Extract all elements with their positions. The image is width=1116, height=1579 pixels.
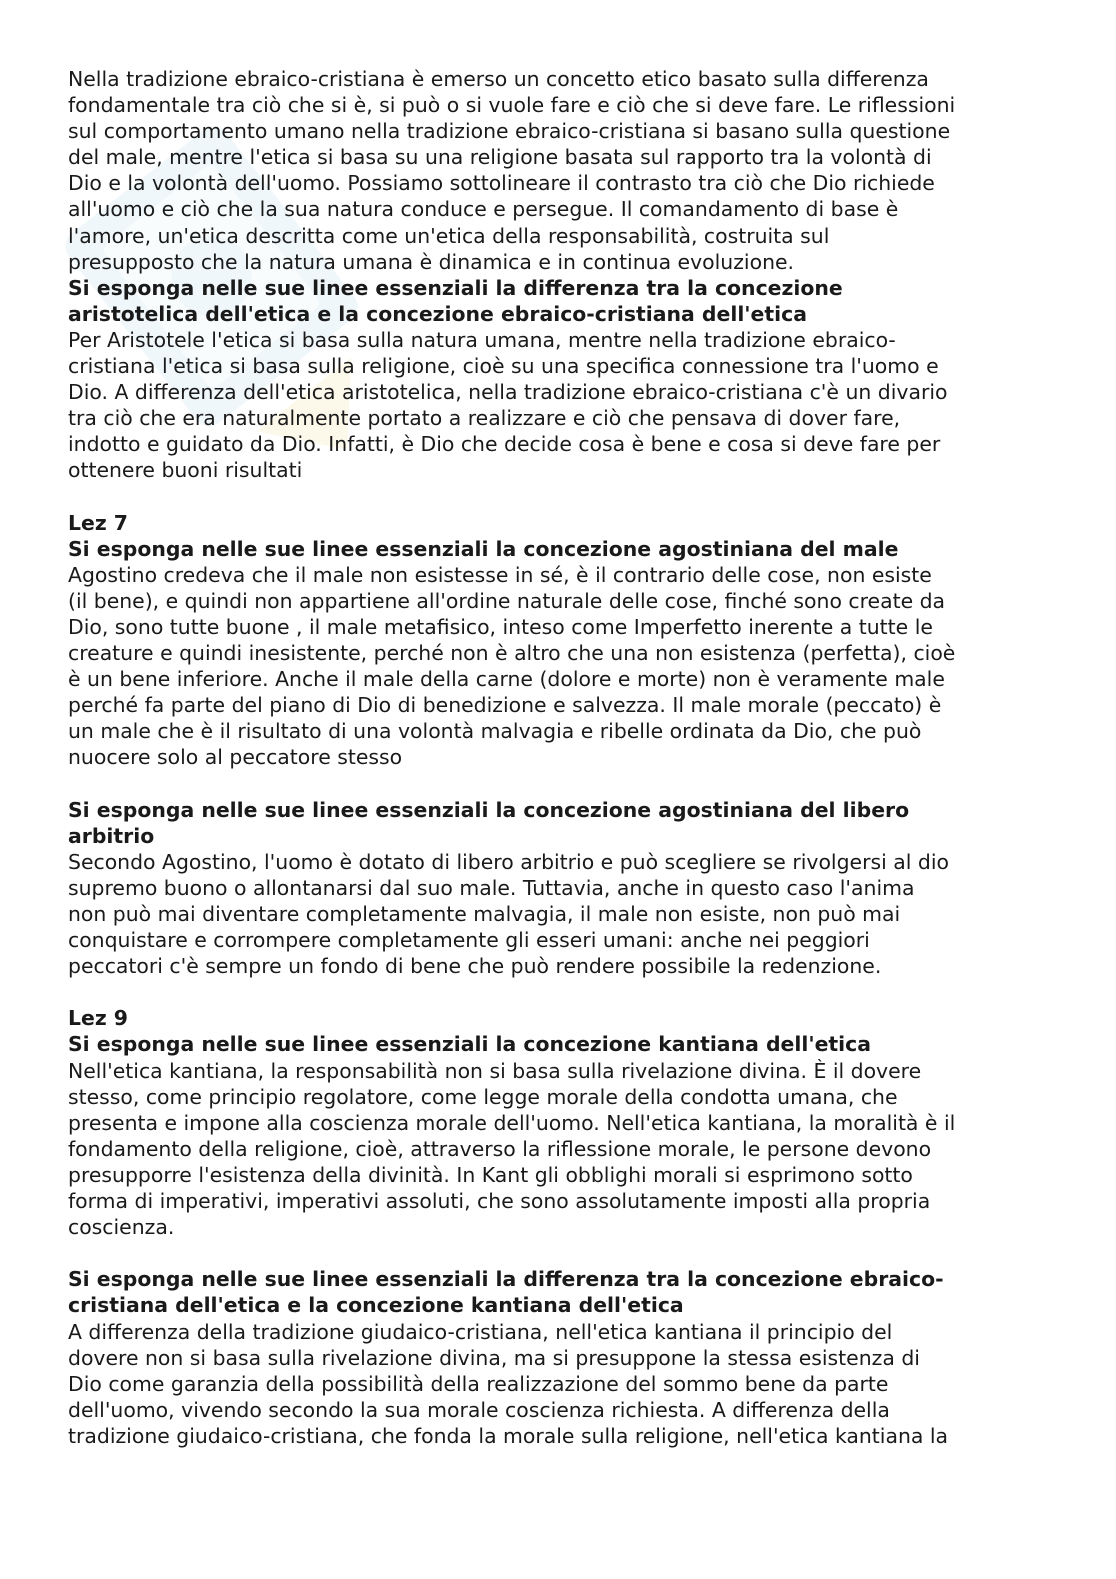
text-line: forma di imperativi, imperativi assoluti, che sono assolutamente imposti alla propria (68, 1189, 931, 1214)
text-line: Agostino credeva che il male non esistesse in sé, è il contrario delle cose, non esiste (68, 562, 932, 587)
text-line: Si esponga nelle sue linee essenziali la differenza tra la concezione ebraico- (68, 1267, 944, 1292)
text-line: arbitrio (68, 823, 155, 848)
text-line: coscienza. (68, 1215, 175, 1240)
section-heading (68, 275, 1058, 327)
paragraph-gap (68, 1240, 1058, 1266)
text-line: Dio e la volontà dell'uomo. Possiamo sottolineare il contrasto tra ciò che Dio richiede (68, 171, 935, 196)
text-line: un male che è il risultato di una volontà malvagia e ribelle ordinata da Dio, che può (68, 719, 922, 744)
text-line: Si esponga nelle sue linee essenziali la concezione agostiniana del libero (68, 797, 910, 822)
text-line: Dio come garanzia della possibilità della realizzazione del sommo bene da parte (68, 1371, 889, 1396)
text-line: ottenere buoni risultati (68, 458, 303, 483)
paragraph-gap (68, 771, 1058, 797)
text-line: Lez 7 (68, 510, 128, 535)
paragraph (68, 849, 1058, 979)
text-line: sul comportamento umano nella tradizione ebraico-cristiana si basano sulla questione (68, 119, 951, 144)
text-line: conquistare e corrompere completamente gli esseri umani: anche nei peggiori (68, 928, 870, 953)
paragraph (68, 562, 1058, 771)
text-line: stesso, come principio regolatore, come legge morale della condotta umana, che (68, 1084, 898, 1109)
section-heading (68, 1005, 1058, 1057)
text-line: dovere non si basa sulla rivelazione divina, ma si presuppone la stessa esistenza di (68, 1345, 920, 1370)
text-line: del male, mentre l'etica si basa su una religione basata sul rapporto tra la volontà di (68, 145, 932, 170)
text-line: non può mai diventare completamente malvagia, il male non esiste, non può mai (68, 902, 901, 926)
text-line: Si esponga nelle sue linee essenziali la concezione agostiniana del male (68, 536, 899, 561)
text-line: creature e quindi inesistente, perché non è altro che una non esistenza (perfetta), cioè (68, 641, 956, 666)
text-line: perché fa parte del piano di Dio di benedizione e salvezza. Il male morale (peccato) è (68, 693, 942, 718)
document-body (68, 66, 1058, 1449)
text-line: è un bene inferiore. Anche il male della carne (dolore e morte) non è veramente male (68, 667, 945, 692)
text-line: l'amore, un'etica descritta come un'etica della responsabilità, costruita sul (68, 223, 830, 248)
paragraph (68, 1319, 1058, 1449)
text-line: A differenza della tradizione giudaico-cristiana, nell'etica kantiana il principio del (68, 1319, 893, 1344)
text-line: Dio, sono tutte buone , il male metafisico, inteso come Imperfetto inerente a tutte le (68, 614, 933, 639)
paragraph (68, 327, 1058, 484)
text-line: presupposto che la natura umana è dinamica e in continua evoluzione. (68, 249, 795, 274)
text-line: Per Aristotele l'etica si basa sulla natura umana, mentre nella tradizione ebraico- (68, 327, 896, 352)
paragraph-gap (68, 484, 1058, 510)
paragraph (68, 66, 1058, 275)
text-line: indotto e guidato da Dio. Infatti, è Dio che decide cosa è bene e cosa si deve fare per (68, 432, 941, 457)
section-heading (68, 510, 1058, 562)
text-line: supremo buono o allontanarsi dal suo male. Tuttavia, anche in questo caso l'anima (68, 875, 915, 900)
text-line: Si esponga nelle sue linee essenziali la concezione kantiana dell'etica (68, 1032, 872, 1057)
text-line: tra ciò che era naturalmente portato a realizzare e ciò che pensava di dover fare, (68, 406, 901, 431)
text-line: Si esponga nelle sue linee essenziali la differenza tra la concezione (68, 275, 843, 300)
text-line: all'uomo e ciò che la sua natura conduce e persegue. Il comandamento di base è (68, 197, 899, 222)
section-heading (68, 1266, 1058, 1318)
text-line: Lez 9 (68, 1006, 128, 1031)
section-heading (68, 797, 1058, 849)
text-line: presenta e impone alla coscienza morale dell'uomo. Nell'etica kantiana, la moralità è il (68, 1110, 956, 1135)
paragraph (68, 1058, 1058, 1241)
paragraph-gap (68, 979, 1058, 1005)
text-line: Secondo Agostino, l'uomo è dotato di libero arbitrio e può scegliere se rivolgersi al dio (68, 849, 949, 874)
text-line: fondamento della religione, cioè, attraverso la riflessione morale, le persone devono (68, 1136, 932, 1161)
text-line: cristiana dell'etica e la concezione kantiana dell'etica (68, 1293, 684, 1318)
text-line: tradizione giudaico-cristiana, che fonda la morale sulla religione, nell'etica kantiana la (68, 1423, 949, 1448)
text-line: (il bene), e quindi non appartiene all'ordine naturale delle cose, finché sono create da (68, 588, 946, 613)
text-line: peccatori c'è sempre un fondo di bene che può rendere possibile la redenzione. (68, 954, 882, 979)
text-line: aristotelica dell'etica e la concezione ebraico-cristiana dell'etica (68, 301, 807, 326)
text-line: Nella tradizione ebraico-cristiana è emerso un concetto etico basato sulla differenza (68, 67, 929, 91)
text-line: Nell'etica kantiana, la responsabilità non si basa sulla rivelazione divina. È il dovere (68, 1058, 922, 1083)
text-line: fondamentale tra ciò che si è, si può o si vuole fare e ciò che si deve fare. Le riflessioni (68, 93, 956, 118)
text-line: Dio. A differenza dell'etica aristotelica, nella tradizione ebraico-cristiana c'è un divario (68, 380, 948, 405)
text-line: cristiana l'etica si basa sulla religione, cioè su una specifica connessione tra l'uomo e (68, 354, 939, 379)
text-line: presupporre l'esistenza della divinità. In Kant gli obblighi morali si esprimono sotto (68, 1162, 913, 1187)
text-line: nuocere solo al peccatore stesso (68, 745, 403, 770)
text-line: dell'uomo, vivendo secondo la sua morale coscienza richiesta. A differenza della (68, 1397, 890, 1422)
